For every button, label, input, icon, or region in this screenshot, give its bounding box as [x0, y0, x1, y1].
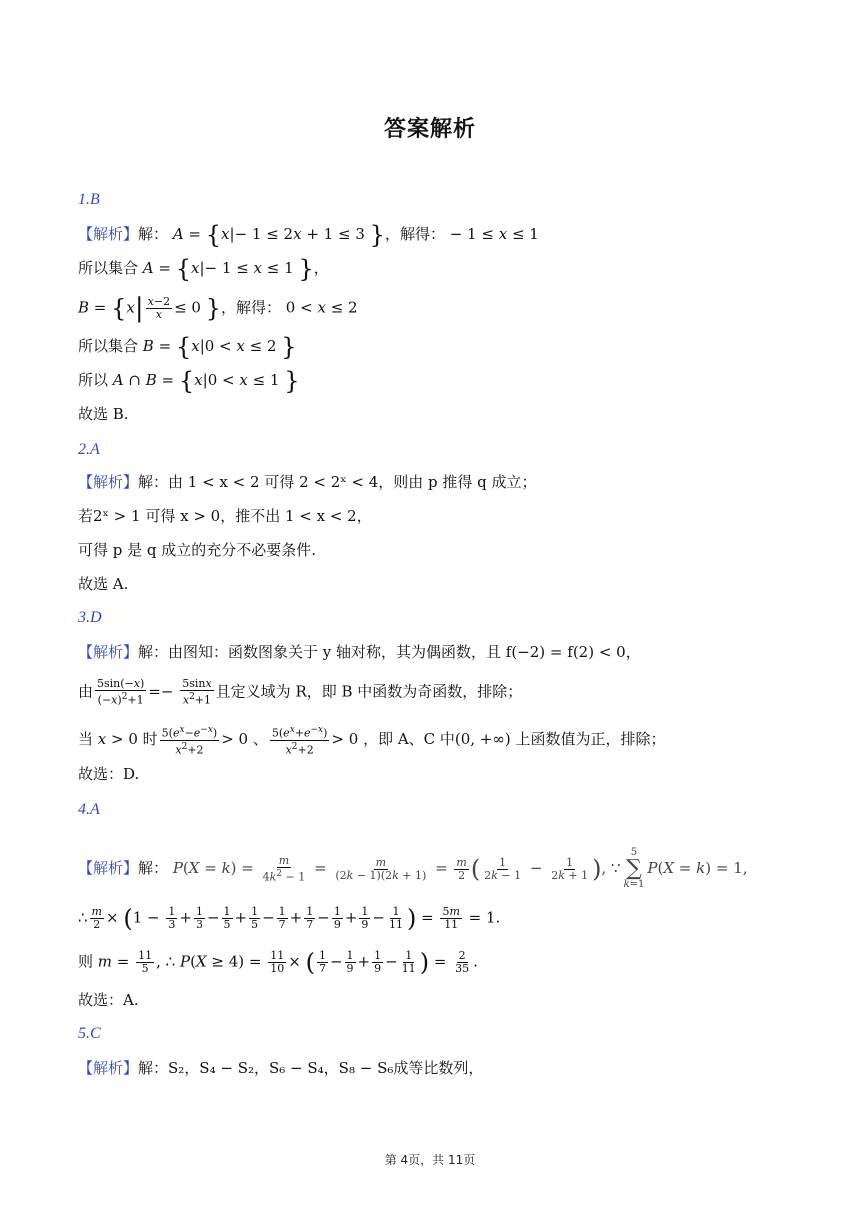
- q3-line-4: 故选：D.: [78, 765, 140, 783]
- q1-line-6: 故选 B.: [78, 405, 129, 423]
- analysis-tag: 【解析】: [78, 643, 139, 661]
- q2-line-4: 故选 A.: [78, 575, 129, 593]
- q2-line-1: 【解析】解：由 1 < x < 2 可得 2 < 2ˣ < 4，则由 p 推得 q 成立；: [78, 473, 537, 491]
- page-footer: 第 4页，共 11页: [384, 1153, 476, 1167]
- question-3-answer: 3.D: [78, 609, 102, 626]
- q4-line-3: 则 m = $\frac{11}{5}$ , ∴ P(X ≥ 4) = $\frac{11}{10}$ × ( $\frac{1}{7}$ − $\frac{1}{9}$ + $\frac{1}{9}$ − $\frac{1}{11}$ ) = $\frac{2}{35}$ .: [78, 948, 478, 977]
- q3-line-3: 当 x > 0 时 $\frac{5(e^x-e^{-x})}{x^2+2}$ > 0 、 $\frac{5(e^x+e^{-x})}{x^2+2}$ > 0 ，即 A、C 中(0, +∞) 上函数值为正，排除；: [78, 725, 666, 757]
- q3-line-2: 由 $\frac{5\sin(-x)}{(-x)^2+1}$ =− $\frac{5\sin x}{x^2+1}$ 且定义域为 R，即 B 中函数为奇函数，排除；: [78, 677, 523, 707]
- q1-line-2: 所以集合 A = {x|− 1 ≤ x ≤ 1 }，: [78, 255, 329, 283]
- q3-line-1: 【解析】解：由图知：函数图象关于 y 轴对称，其为偶函数，且 f(−2) = f(2) < 0，: [78, 643, 641, 661]
- q1-line-1: 【解析】解： A = {x|− 1 ≤ 2x + 1 ≤ 3 }，解得： − 1 ≤ x ≤ 1: [78, 221, 539, 249]
- q4-line-2: ∴ $\frac{m}{2}$ × (1 − $\frac{1}{3}$ + $\frac{1}{3}$ − $\frac{1}{5}$ + $\frac{1}{5}$ − $\frac{1}{7}$ + $\frac{1}{7}$ − $\frac{1}{9}$ + $\frac{1}{9}$ − $\frac{1}{11}$ ) = $\frac{5m}{11}$ = 1.: [78, 904, 501, 933]
- q4-line-1: 【解析】解： P(X = k) = $\frac{m}{4k^2 - 1}$ = $\frac{m}{(2k - 1)(2k + 1)}$ = $\frac{m}{2}$ ( $\frac{1}{2k - 1}$ − $\frac{1}{2k + 1}$ ), ∵ 5 ∑ k=1 P(X = k) = 1,: [78, 847, 748, 890]
- analysis-tag: 【解析】: [78, 859, 139, 877]
- question-2-answer: 2.A: [78, 441, 100, 458]
- q2-line-3: 可得 p 是 q 成立的充分不必要条件.: [78, 541, 317, 559]
- question-5-answer: 5.C: [78, 1025, 101, 1042]
- q5-line-1: 【解析】解：S₂，S₄ − S₂，S₆ − S₄，S₈ − S₆成等比数列，: [78, 1059, 484, 1077]
- analysis-tag: 【解析】: [78, 1059, 139, 1077]
- q1-line-4: 所以集合 B = {x|0 < x ≤ 2 }: [78, 333, 297, 361]
- q4-line-4: 故选：A.: [78, 991, 139, 1009]
- q1-line-3: B = {x| $\frac{x-2}{x}$ ≤ 0 }，解得： 0 < x ≤ 2: [78, 293, 358, 324]
- q1-line-5: 所以 A ∩ B = {x|0 < x ≤ 1 }: [78, 367, 300, 395]
- analysis-tag: 【解析】: [78, 473, 139, 491]
- question-4-answer: 4.A: [78, 801, 100, 818]
- analysis-tag: 【解析】: [78, 225, 139, 243]
- q2-line-2: 若2ˣ > 1 可得 x > 0，推不出 1 < x < 2，: [78, 507, 372, 525]
- question-1-answer: 1.B: [78, 191, 100, 208]
- page-title: 答案解析: [383, 117, 476, 142]
